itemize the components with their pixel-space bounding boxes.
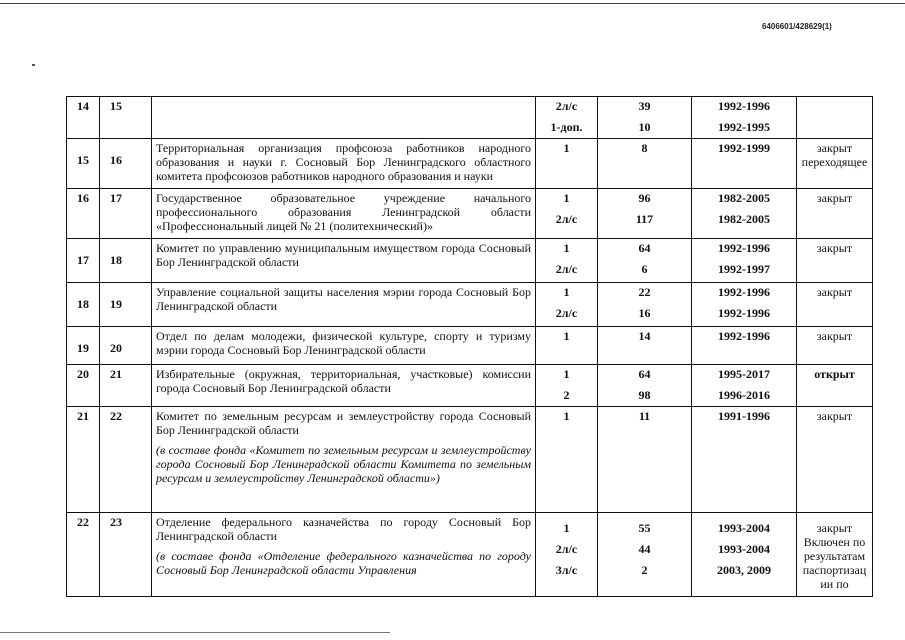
fund-number: 23 <box>100 513 152 597</box>
inventory-cell: 1 2л/с <box>536 283 598 327</box>
table-row <box>67 239 873 283</box>
years-cell: 1992-1999 <box>692 139 797 189</box>
years-cell: 1991-1996 <box>692 407 797 513</box>
units-cell: 14 <box>598 327 692 365</box>
fund-name <box>152 97 536 139</box>
years-cell: 1992-1996 1992-1995 <box>692 97 797 139</box>
fund-name: Комитет по управлению муниципальным имуществом города Сосновый Бор Ленинградской области <box>152 239 536 283</box>
document-id: 6406601/428629(1) <box>762 22 832 31</box>
status-cell: закрыт <box>797 189 873 239</box>
inventory-cell: 1 <box>536 139 598 189</box>
table-row <box>67 189 873 239</box>
inventory-cell: 1 <box>536 327 598 365</box>
fund-number: 21 <box>100 365 152 407</box>
inventory-cell: 1 2л/с <box>536 189 598 239</box>
fund-name <box>152 513 536 597</box>
years-cell: 1995-2017 1996-2016 <box>692 365 797 407</box>
row-number: 20 <box>67 365 100 407</box>
fund-number: 18 <box>100 239 152 283</box>
inventory-cell: 1 2л/с 3л/с <box>536 513 598 597</box>
table-row <box>67 513 873 597</box>
inventory-cell: 1 2 <box>536 365 598 407</box>
top-rule <box>0 3 905 4</box>
fund-note: (в составе фонда «Отделение федерального казначейства по городу Сосновый Бор Ленинградской области Управления <box>156 549 531 577</box>
status-cell: закрыт <box>797 239 873 283</box>
row-number: 14 <box>67 97 100 139</box>
fund-number: 17 <box>100 189 152 239</box>
table-row <box>67 283 873 327</box>
table-row <box>67 97 873 139</box>
archive-table <box>66 96 873 597</box>
table-row <box>67 327 873 365</box>
inventory-cell: 2л/с 1-доп. <box>536 97 598 139</box>
fund-name: Территориальная организация профсоюза работников народного образования и науки г. Сосновый Бор Ленинградского областного комитета профсоюзов работников народного образования и науки <box>152 139 536 189</box>
table-row <box>67 407 873 513</box>
status-cell <box>797 97 873 139</box>
bottom-rule <box>0 632 390 633</box>
row-number: 17 <box>67 239 100 283</box>
units-cell: 11 <box>598 407 692 513</box>
fund-name: Управление социальной защиты населения мэрии города Сосновый Бор Ленинградской области <box>152 283 536 327</box>
units-cell: 8 <box>598 139 692 189</box>
units-cell: 22 16 <box>598 283 692 327</box>
scan-speck <box>32 64 35 66</box>
fund-number: 19 <box>100 283 152 327</box>
fund-note: (в составе фонда «Комитет по земельным ресурсам и землеустройству города Сосновый Бор Ленинградской области Комитета по земельным ресурсам и землеустройству Ленинградской области») <box>156 443 531 485</box>
status-cell: закрыт переходящее <box>797 139 873 189</box>
fund-number: 22 <box>100 407 152 513</box>
units-cell: 55 44 2 <box>598 513 692 597</box>
fund-name <box>152 407 536 513</box>
years-cell: 1992-1996 <box>692 327 797 365</box>
row-number: 15 <box>67 139 100 189</box>
years-cell: 1992-1996 1992-1997 <box>692 239 797 283</box>
years-cell: 1982-2005 1982-2005 <box>692 189 797 239</box>
status-cell: закрыт <box>797 327 873 365</box>
units-cell: 64 6 <box>598 239 692 283</box>
row-number: 19 <box>67 327 100 365</box>
units-cell: 39 10 <box>598 97 692 139</box>
status-cell: закрыт <box>797 407 873 513</box>
fund-number: 16 <box>100 139 152 189</box>
years-cell: 1992-1996 1992-1996 <box>692 283 797 327</box>
fund-name-text: Отделение федерального казначейства по городу Сосновый Бор Ленинградской области <box>156 515 531 543</box>
units-cell: 96 117 <box>598 189 692 239</box>
table-row <box>67 365 873 407</box>
status-cell: открыт <box>797 365 873 407</box>
fund-name: Государственное образовательное учреждение начального профессионального образования Ленинградской области «Профессиональный лицей № 21 (политехнический)» <box>152 189 536 239</box>
fund-number: 20 <box>100 327 152 365</box>
row-number: 16 <box>67 189 100 239</box>
fund-number: 15 <box>100 97 152 139</box>
row-number: 22 <box>67 513 100 597</box>
years-cell: 1993-2004 1993-2004 2003, 2009 <box>692 513 797 597</box>
inventory-cell: 1 <box>536 407 598 513</box>
inventory-cell: 1 2л/с <box>536 239 598 283</box>
fund-name-text: Комитет по земельным ресурсам и землеустройству города Сосновый Бор Ленинградской области <box>156 409 531 437</box>
row-number: 21 <box>67 407 100 513</box>
status-cell: закрыт <box>797 283 873 327</box>
table-row <box>67 139 873 189</box>
row-number: 18 <box>67 283 100 327</box>
fund-name: Избирательные (окружная, территориальная, участковые) комиссии города Сосновый Бор Ленинградской области <box>152 365 536 407</box>
fund-name: Отдел по делам молодежи, физической культуре, спорту и туризму мэрии города Сосновый Бор Ленинградской области <box>152 327 536 365</box>
status-cell: закрыт Включен по результатам паспортизац ии по <box>797 513 873 597</box>
units-cell: 64 98 <box>598 365 692 407</box>
